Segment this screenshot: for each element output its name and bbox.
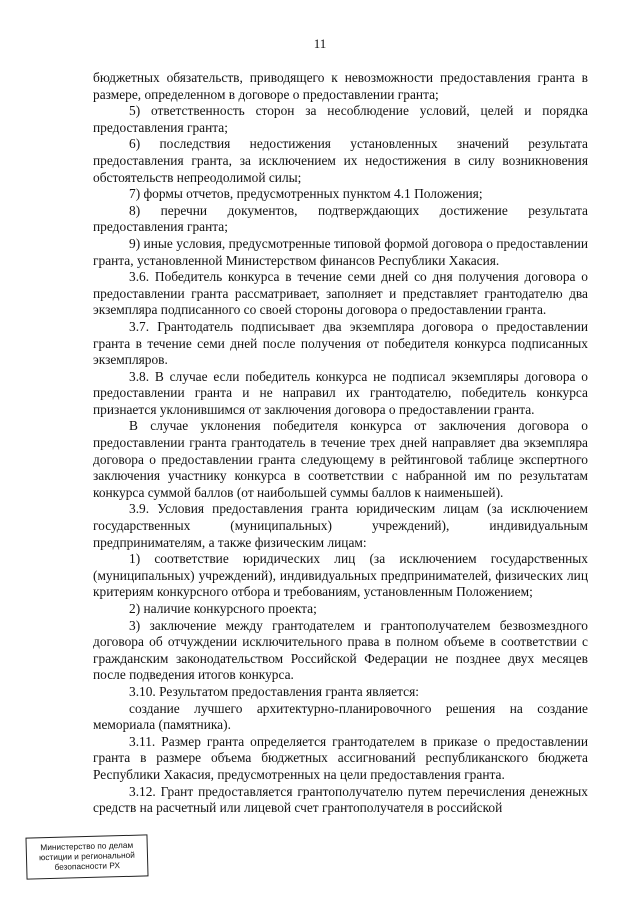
paragraph: 7) формы отчетов, предусмотренных пунктом 4.1 Положения;	[129, 186, 483, 202]
paragraph: 3.12. Грант предоставляется грантополучателю путем перечисления денежных средств на расчетный или лицевой счет грантополучателя в российской	[93, 783, 588, 816]
paragraph: 5) ответственность сторон за несоблюдение условий, целей и порядка предоставления гранта;	[93, 103, 588, 135]
paragraph: 8) перечни документов, подтверждающих достижение результата предоставления гранта;	[93, 202, 588, 235]
body-text	[93, 70, 588, 817]
paragraph: 3.10. Результатом предоставления гранта является:	[129, 683, 419, 699]
stamp-line: Министерство по делам	[40, 839, 134, 853]
paragraph: 3) заключение между грантодателем и грантополучателем безвозмездного договора об отчуждении исключительного права в полном объеме в соответствии с гражданским законодательством Российской Федерации не позднее двух месяцев после подведения итогов конкурса.	[93, 617, 588, 683]
ministry-stamp	[25, 834, 148, 879]
paragraph: 6) последствия недостижения установленных значений результата предоставления гранта, за исключением их недостижения в силу возникновения обстоятельств непреодолимой силы;	[93, 136, 588, 185]
page-number: 11	[313, 36, 327, 51]
paragraph: бюджетных обязательств, приводящего к невозможности предоставления гранта в размере, определенном в договоре о предоставлении гранта;	[93, 70, 588, 102]
paragraph: 3.11. Размер гранта определяется грантодателем в приказе о предоставлении гранта в размере объема бюджетных ассигнований республиканского бюджета Республики Хакасия, предусмотренных на цели предоставления гранта.	[93, 733, 588, 782]
paragraph: 2) наличие конкурсного проекта;	[129, 601, 317, 616]
stamp-line: безопасности РХ	[54, 860, 121, 872]
paragraph: В случае уклонения победителя конкурса от заключения договора о предоставлении гранта грантодатель в течение трех дней направляет два экземпляра договора о предоставлении гранта следующему в рейтинговой таблице экспертного заключения участнику конкурса в соответствии с набранной им по результатам конкурса суммой баллов (от наибольшей суммы баллов к наименьшей).	[93, 418, 588, 500]
stamp-line: юстиции и региональной	[38, 849, 135, 863]
paragraph: 9) иные условия, предусмотренные типовой формой договора о предоставлении гранта, установленной Министерством финансов Республики Хакасия.	[93, 235, 588, 268]
paragraph: 3.7. Грантодатель подписывает два экземпляра договора о предоставлении гранта в течение семи дней после получения от победителя конкурса подписанных экземпляров.	[93, 318, 588, 368]
paragraph: создание лучшего архитектурно-планировочного решения на создание мемориала (памятника).	[93, 700, 588, 733]
paragraph: 3.8. В случае если победитель конкурса не подписал экземпляры договора о предоставлении гранта и не направил их грантодателю, победитель конкурса признается уклонившимся от заключения договора о предоставлении гранта.	[93, 368, 588, 417]
paragraph: 3.9. Условия предоставления гранта юридическим лицам (за исключением государственных (муниципальных) учреждений), индивидуальным предпринимателям, а также физическим лицам:	[93, 501, 588, 550]
paragraph: 1) соответствие юридических лиц (за исключением государственных (муниципальных) учреждений), индивидуальных предпринимателей, физических лиц критериям конкурсного отбора и требованиям, установленным Положением;	[93, 551, 588, 600]
paragraph: 3.6. Победитель конкурса в течение семи дней со дня получения договора о предоставлении гранта рассматривает, заполняет и представляет грантодателю два экземпляра подписанного со своей стороны договора о предоставлении гранта.	[93, 269, 588, 318]
